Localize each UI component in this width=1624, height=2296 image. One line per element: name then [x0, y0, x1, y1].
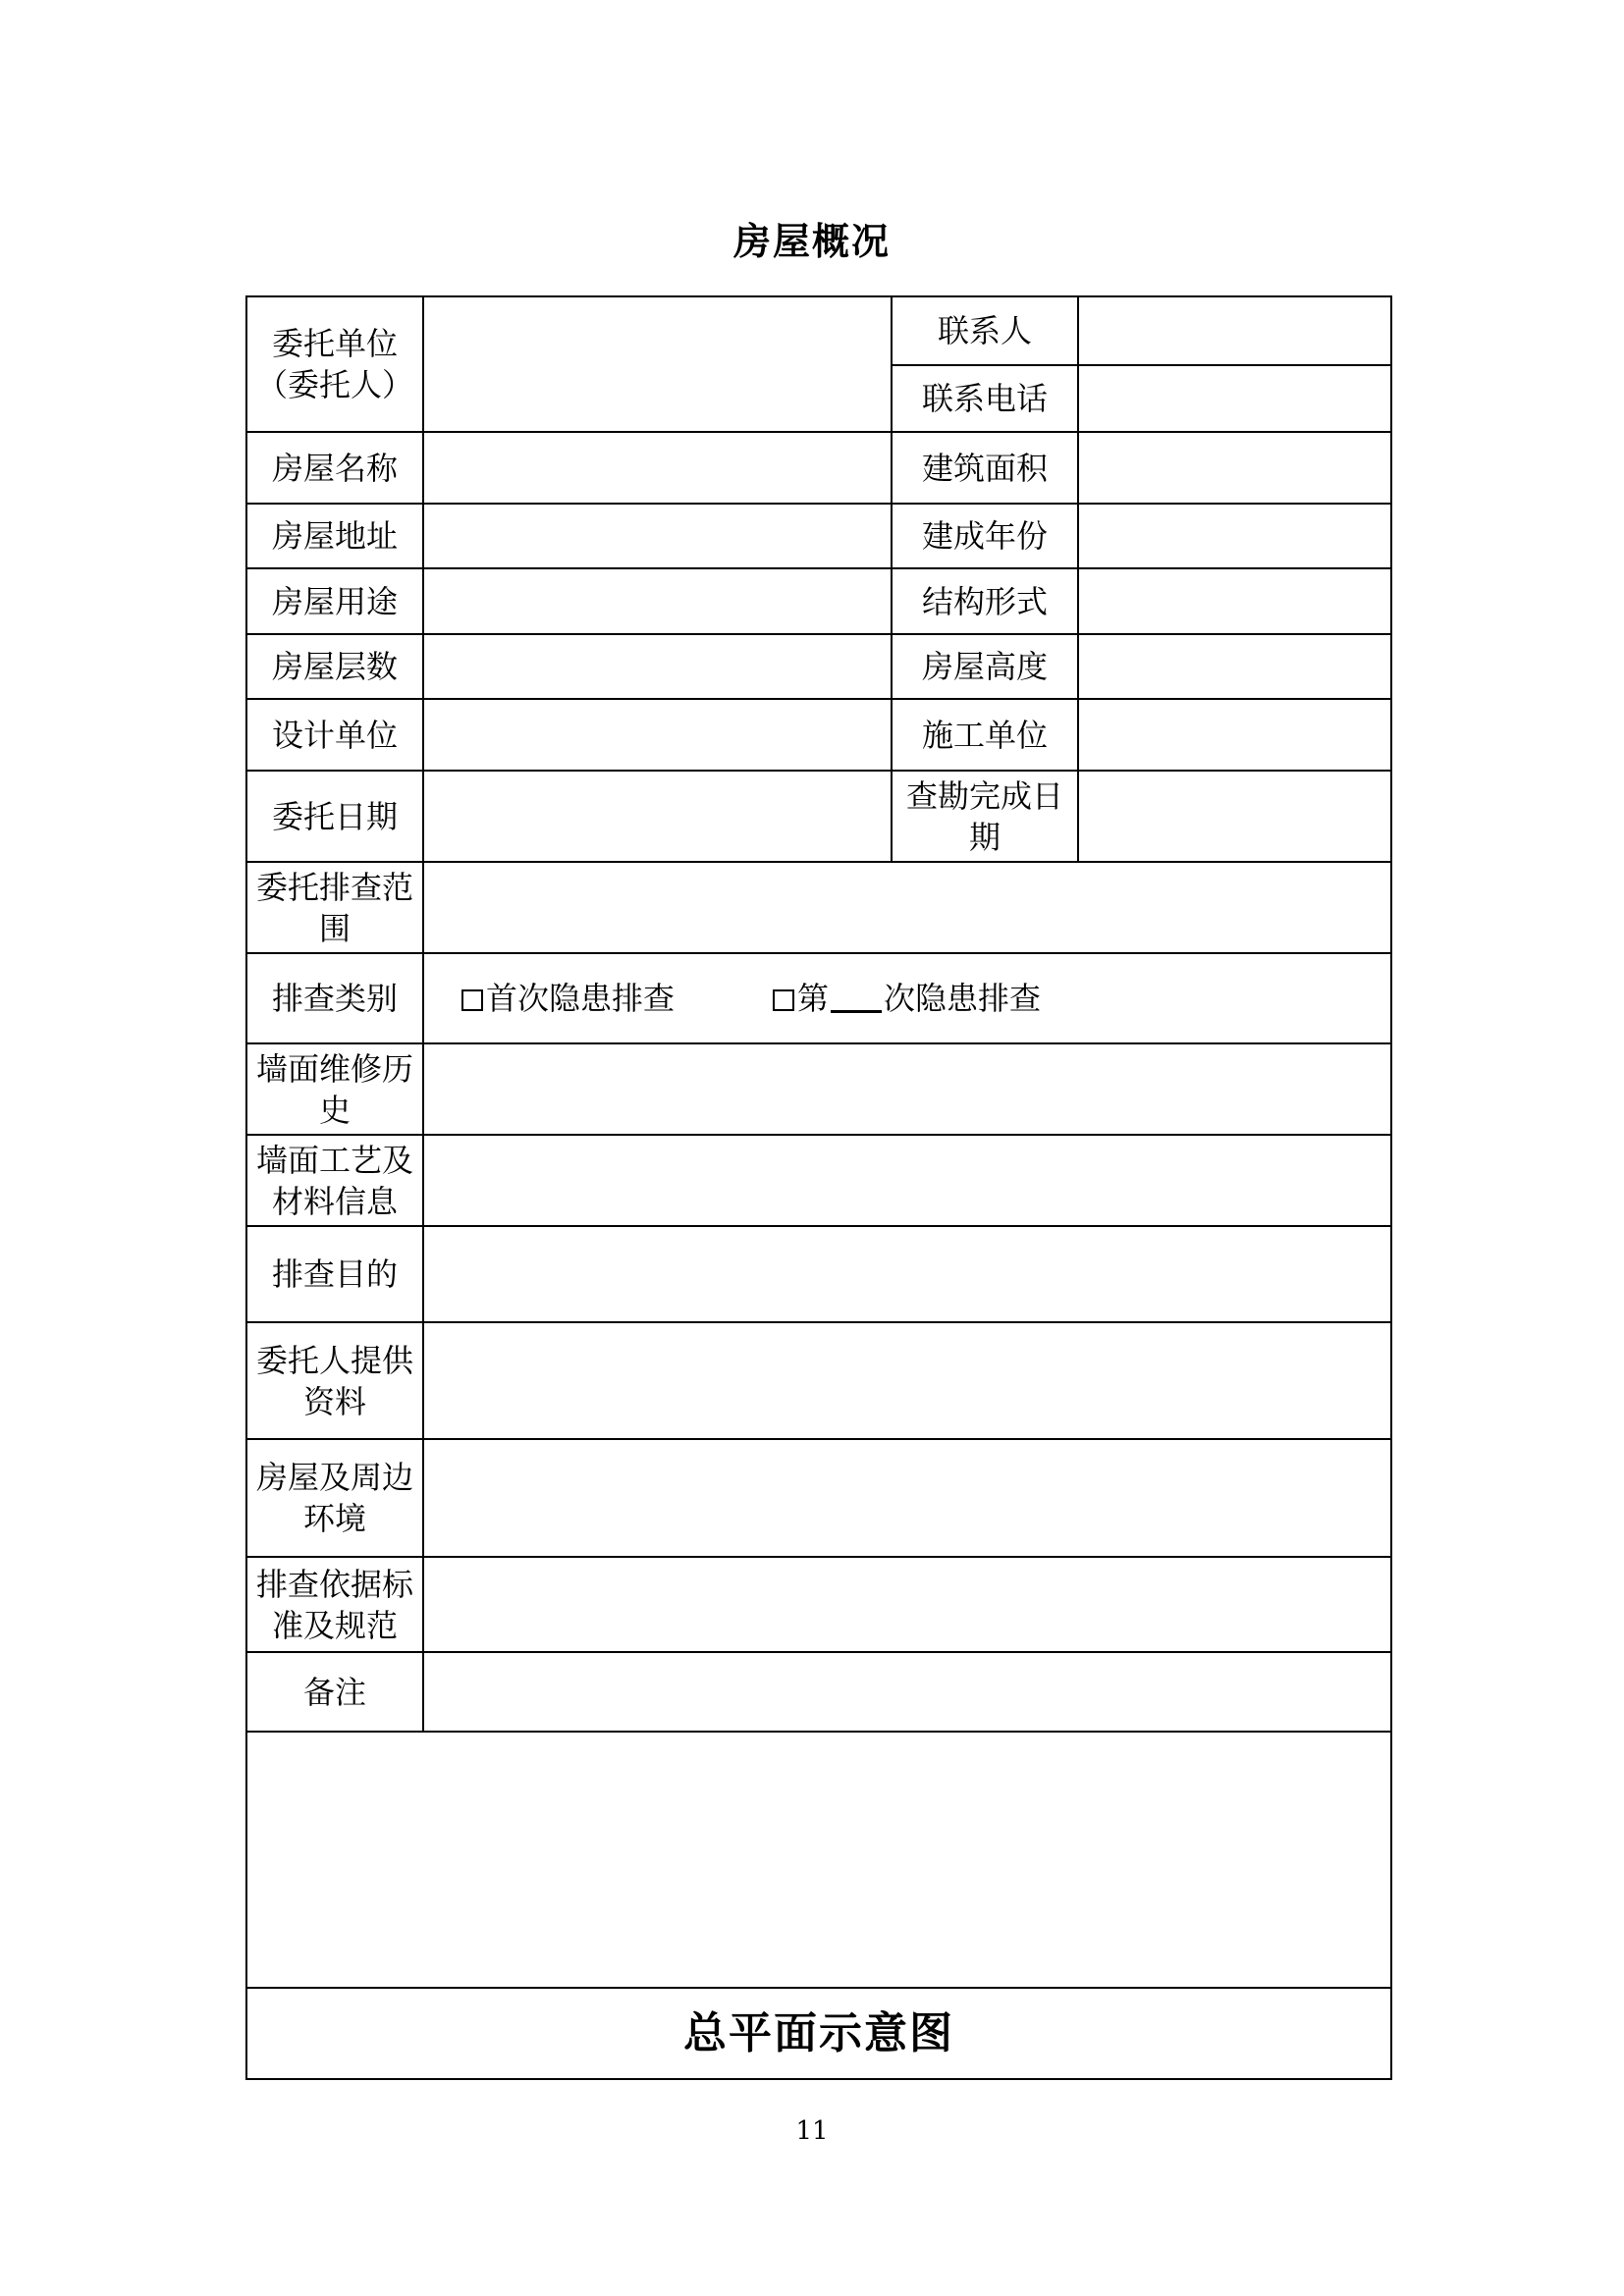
value-contact-phone[interactable] [1078, 365, 1391, 432]
value-inspection-purpose[interactable] [423, 1226, 1391, 1322]
value-remarks[interactable] [423, 1652, 1391, 1732]
label-house-name: 房屋名称 [246, 432, 423, 504]
label-design-unit: 设计单位 [246, 699, 423, 771]
label-survey-completion-date: 查勘完成日期 [892, 771, 1078, 862]
value-commission-date[interactable] [423, 771, 892, 862]
label-commission-date: 委托日期 [246, 771, 423, 862]
label-contact-phone: 联系电话 [892, 365, 1078, 432]
label-standards: 排查依据标准及规范 [246, 1557, 423, 1652]
label-construction-unit: 施工单位 [892, 699, 1078, 771]
value-wall-repair-history[interactable] [423, 1043, 1391, 1135]
value-client-unit[interactable] [423, 296, 892, 432]
label-inspection-scope: 委托排查范围 [246, 862, 423, 953]
option-nth-suffix: 次隐患排查 [884, 980, 1042, 1017]
label-wall-process-material: 墙面工艺及材料信息 [246, 1135, 423, 1226]
option-nth-inspection[interactable] [773, 978, 1041, 1019]
value-construction-unit[interactable] [1078, 699, 1391, 771]
house-overview-form [245, 295, 1392, 2080]
value-standards[interactable] [423, 1557, 1391, 1652]
nth-count-blank[interactable] [831, 981, 882, 1013]
label-inspection-category: 排查类别 [246, 953, 423, 1043]
label-structure-form: 结构形式 [892, 568, 1078, 634]
checkbox-nth-inspection[interactable] [773, 989, 794, 1011]
label-floors: 房屋层数 [246, 634, 423, 699]
site-plan-title: 总平面示意图 [246, 1988, 1391, 2079]
value-structure-form[interactable] [1078, 568, 1391, 634]
label-surroundings: 房屋及周边环境 [246, 1439, 423, 1557]
value-inspection-category [423, 953, 1391, 1043]
label-house-use: 房屋用途 [246, 568, 423, 634]
label-inspection-purpose: 排查目的 [246, 1226, 423, 1322]
label-remarks: 备注 [246, 1652, 423, 1732]
value-inspection-scope[interactable] [423, 862, 1391, 953]
page-number: 11 [795, 2116, 829, 2146]
value-client-materials[interactable] [423, 1322, 1391, 1439]
value-floors[interactable] [423, 634, 892, 699]
label-client-unit-text: 委托单位（委托人） [255, 325, 413, 403]
value-surroundings[interactable] [423, 1439, 1391, 1557]
value-built-year[interactable] [1078, 504, 1391, 568]
checkbox-first-inspection[interactable] [461, 989, 483, 1011]
label-contact-person: 联系人 [892, 296, 1078, 365]
value-floor-area[interactable] [1078, 432, 1391, 504]
option-first-inspection[interactable] [461, 978, 675, 1019]
label-client-unit [246, 296, 423, 432]
option-first-label: 首次隐患排查 [486, 980, 676, 1017]
option-nth-prefix: 第 [797, 980, 830, 1017]
value-house-address[interactable] [423, 504, 892, 568]
value-wall-process-material[interactable] [423, 1135, 1391, 1226]
label-house-height: 房屋高度 [892, 634, 1078, 699]
value-house-use[interactable] [423, 568, 892, 634]
value-survey-completion-date[interactable] [1078, 771, 1391, 862]
label-client-materials: 委托人提供资料 [246, 1322, 423, 1439]
label-built-year: 建成年份 [892, 504, 1078, 568]
value-house-height[interactable] [1078, 634, 1391, 699]
site-plan-area[interactable] [246, 1732, 1391, 1988]
label-wall-repair-history: 墙面维修历史 [246, 1043, 423, 1135]
label-floor-area: 建筑面积 [892, 432, 1078, 504]
value-contact-person[interactable] [1078, 296, 1391, 365]
value-design-unit[interactable] [423, 699, 892, 771]
label-house-address: 房屋地址 [246, 504, 423, 568]
page-title: 房屋概况 [732, 220, 891, 263]
value-house-name[interactable] [423, 432, 892, 504]
